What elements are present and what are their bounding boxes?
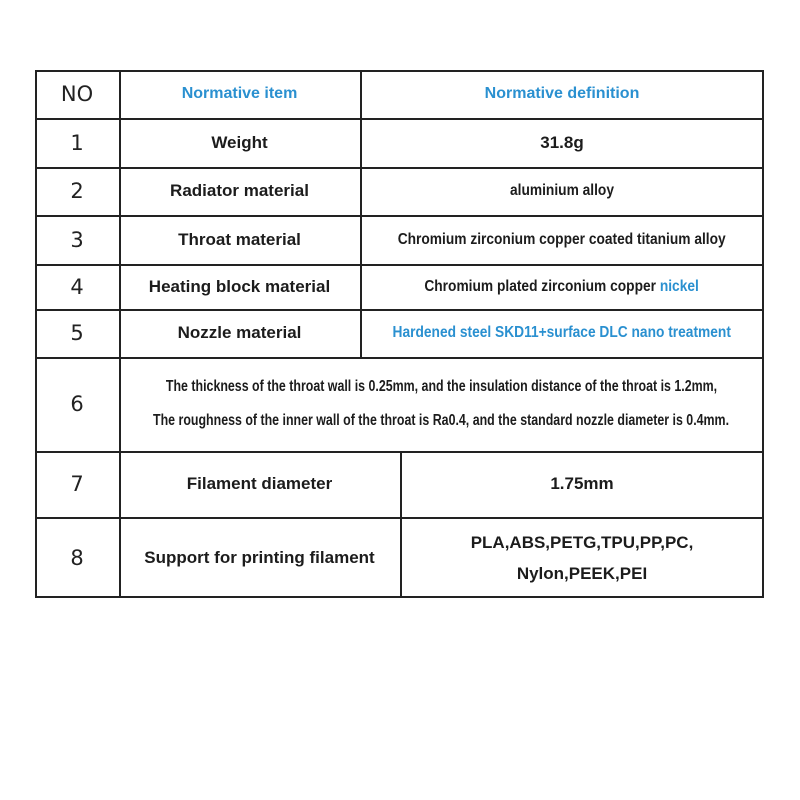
row-item: Support for printing filament — [144, 547, 375, 567]
row-definition: aluminium alloy — [509, 182, 614, 199]
row-number: 2 — [70, 179, 84, 203]
header-normative-item: Normative item — [181, 85, 298, 102]
definition-line-2: Nylon,PEEK,PEI — [516, 563, 648, 583]
row-item: Radiator material — [170, 181, 309, 200]
row-number: 7 — [70, 472, 84, 496]
row-item: Heating block material — [148, 276, 331, 296]
row-definition: Chromium zirconium copper coated titanium alloy — [397, 230, 726, 248]
definition-accent: nickel — [660, 277, 700, 295]
spec-table — [35, 70, 764, 598]
row-number: 1 — [70, 130, 84, 155]
note-line-1: The thickness of the throat wall is 0.25mm, and the insulation distance of the throat is 1.2mm, — [165, 378, 718, 395]
row-number: 8 — [70, 545, 84, 570]
row-number: 3 — [70, 227, 84, 252]
row-item: Weight — [211, 132, 268, 152]
row-definition: 1.75mm — [550, 474, 614, 493]
header-no: NO — [60, 82, 94, 106]
table-frame — [35, 70, 764, 598]
row-definition: Hardened steel SKD11+surface DLC nano treatment — [392, 324, 732, 341]
row-number: 5 — [70, 321, 84, 345]
row-item: Filament diameter — [186, 474, 333, 493]
row-item: Throat material — [178, 229, 301, 249]
header-normative-definition: Normative definition — [484, 85, 640, 102]
definition-main: Chromium plated zirconium copper — [424, 277, 657, 295]
note-line-2: The roughness of the inner wall of the throat is Ra0.4, and the standard nozzle diameter is 0.4mm. — [153, 412, 730, 429]
row-definition: 31.8g — [540, 132, 584, 152]
row-number: 6 — [70, 392, 84, 416]
row-item: Nozzle material — [177, 323, 302, 342]
definition-line-1: PLA,ABS,PETG,TPU,PP,PC, — [470, 532, 694, 552]
row-number: 4 — [70, 274, 84, 299]
